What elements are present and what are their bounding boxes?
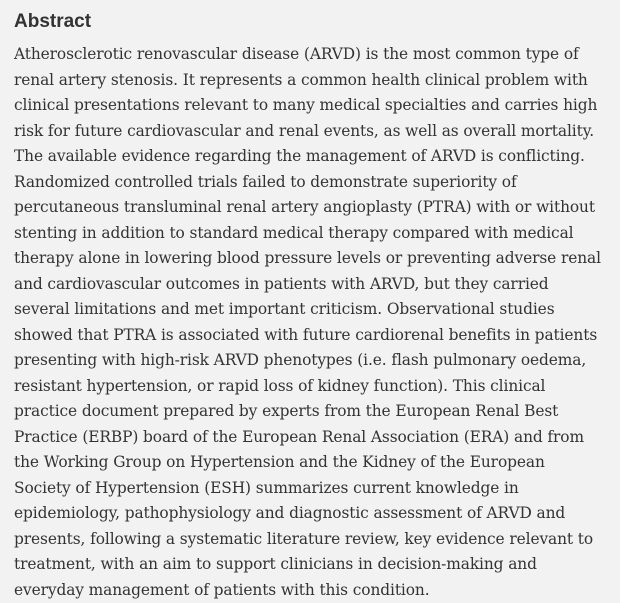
abstract-body-text: Atherosclerotic renovascular disease (ARVD) is the most common type of renal artery stenosis. It represents a common health clinical problem with clinical presentations relevant to many medical specialties and carries high risk for future cardiovascular and renal events, as well as overall mortality. The available evidence regarding the management of ARVD is conflicting. Randomized controlled trials failed to demonstrate superiority of percutaneous transluminal renal artery angioplasty (PTRA) with or without stenting in addition to standard medical therapy compared with medical therapy alone in lowering blood pressure levels or preventing adverse renal and cardiovascular outcomes in patients with ARVD, but they carried several limitations and met important criticism. Observational studies showed that PTRA is associated with future cardiorenal benefits in patients presenting with high-risk ARVD phenotypes (i.e. flash pulmonary oedema, resistant hypertension, or rapid loss of kidney function). This clinical practice document prepared by experts from the European Renal Best Practice (ERBP) board of the European Renal Association (ERA) and from the Working Group on Hypertension and the Kidney of the European Society of Hypertension (ESH) summarizes current knowledge in epidemiology, pathophysiology and diagnostic assessment of ARVD and presents, following a systematic literature review, key evidence relevant to treatment, with an aim to support clinicians in decision-making and everyday management of patients with this condition. (14, 45, 601, 599)
abstract-heading: Abstract (14, 11, 92, 32)
